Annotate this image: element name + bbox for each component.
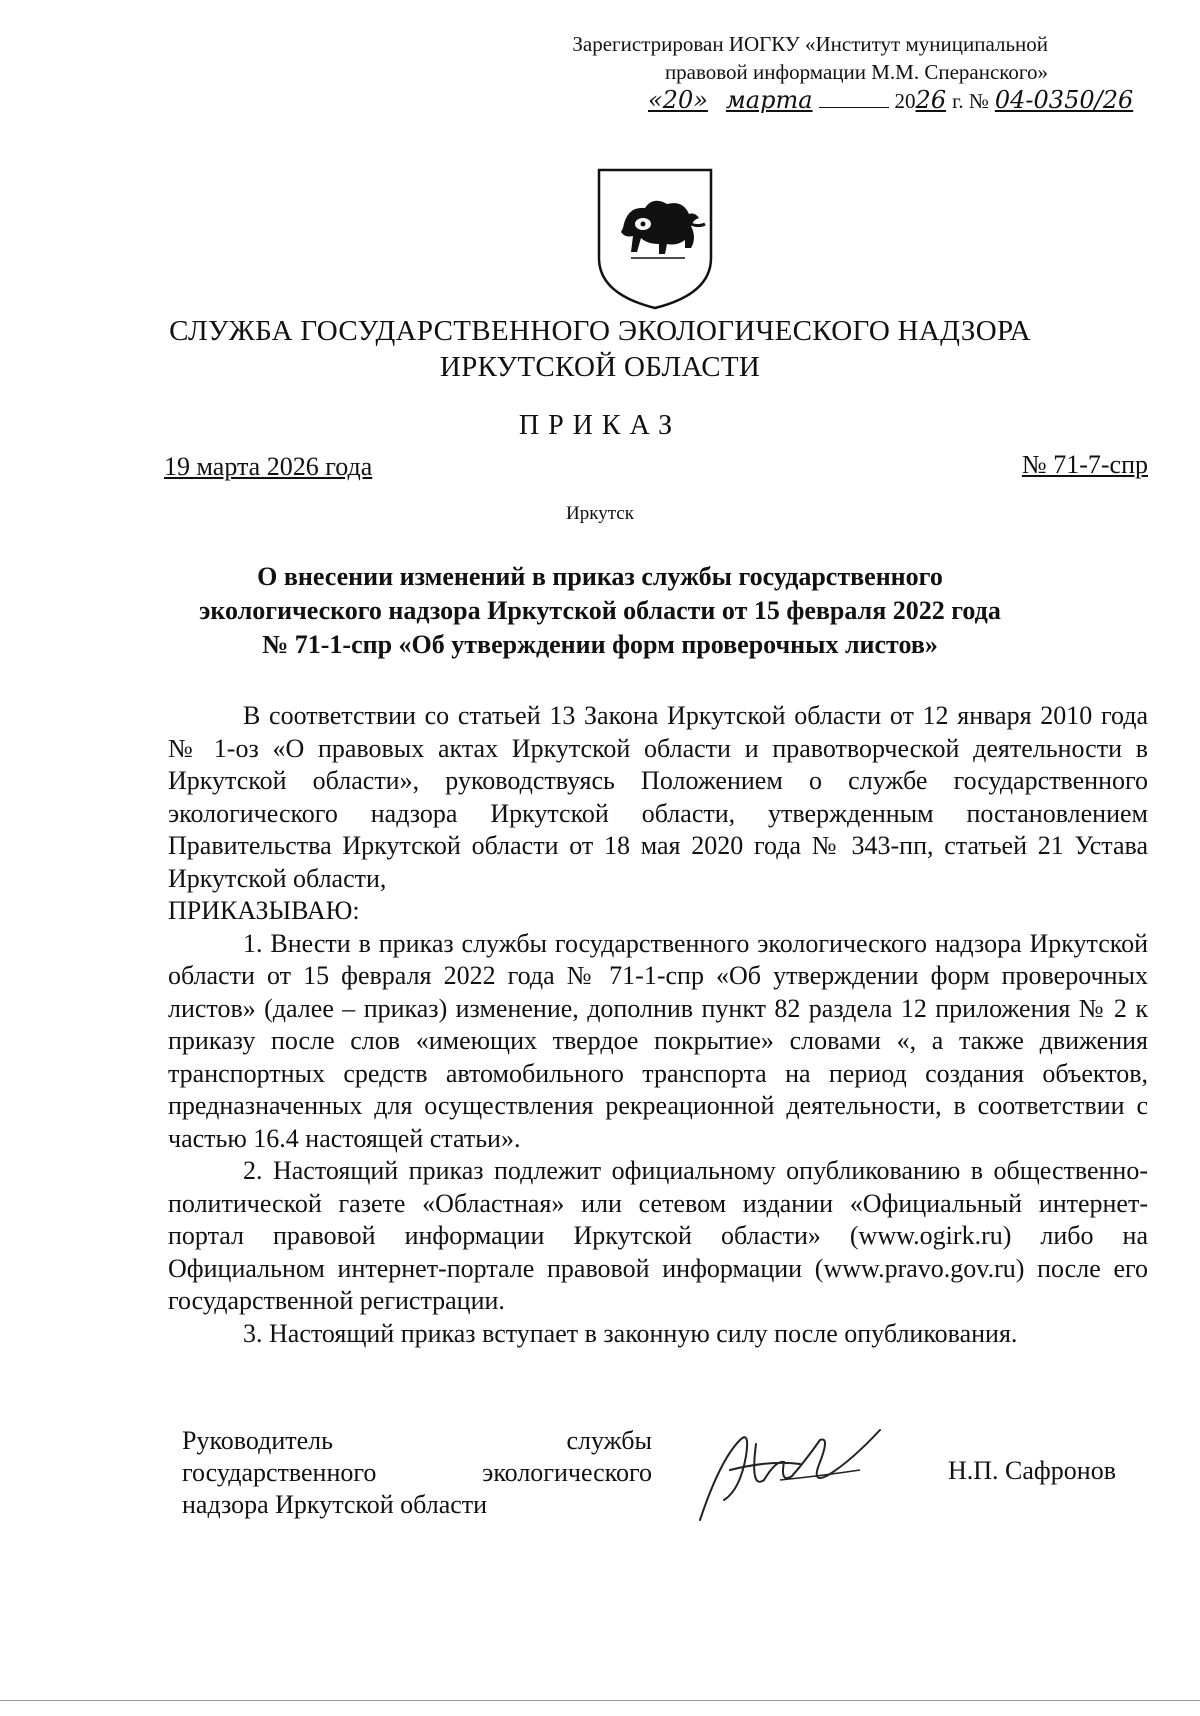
order-city: Иркутск xyxy=(566,503,634,524)
signatory-position xyxy=(182,1425,652,1521)
document-body xyxy=(168,700,1148,1350)
agency-name xyxy=(0,313,1200,385)
body-preamble: В соответствии со статьей 13 Закона Иркутской области от 12 января 2010 года № 1-оз «О правовых актах Иркутской области и правотворческой деятельности в Иркутской области», руководствуясь Положением о службе государственного экологического надзора Иркутской области, утвержденным постановлением Правительства Иркутской области от 18 мая 2020 года № 343-пп, статьей 21 Устава Иркутской области, xyxy=(168,701,1148,893)
body-item-3: 3. Настоящий приказ вступает в законную силу после опубликования. xyxy=(243,1318,1018,1348)
registration-year-tail: г. № xyxy=(952,89,989,113)
page-bottom-edge xyxy=(0,1700,1200,1701)
body-item-2: 2. Настоящий приказ подлежит официальному опубликованию в общественно-политической газете «Областная» или сетевом издании «Официальный интернет-портал правовой информации Иркутской области» (www.ogirk.ru) либо на Официальном интернет-портале правовой информации (www.pravo.gov.ru) после его государственной регистрации. xyxy=(168,1156,1148,1315)
registration-year-prefix: 20 xyxy=(894,89,916,113)
agency-name-line-1: СЛУЖБА ГОСУДАРСТВЕННОГО ЭКОЛОГИЧЕСКОГО НАДЗОРА xyxy=(169,315,1031,347)
document-title-line-3: № 71-1-спр «Об утверждении форм проверочных листов» xyxy=(262,630,938,659)
registration-day: «20» xyxy=(648,86,708,114)
document-title xyxy=(180,560,1020,662)
body-item-1: 1. Внести в приказ службы государственного экологического надзора Иркутской области от 15 февраля 2022 года № 71-1-спр «Об утверждении форм проверочных листов» (далее – приказ) изменение, дополнив пункт 82 раздела 12 приложения № 2 к приказу после слов «имеющих твердое покрытие» словами «, а также движения транспортных средств автомобильного транспорта на период создания объектов, предназначенных для осуществления рекреационной деятельности, в соответствии с частью 16.4 настоящей статьи». xyxy=(168,928,1148,1153)
registration-month: марта xyxy=(725,86,813,114)
signatory-position-line-2: государственного экологического xyxy=(182,1458,652,1487)
document-title-line-2: экологического надзора Иркутской области от 15 февраля 2022 года xyxy=(199,596,1001,625)
registration-handwritten-entry xyxy=(648,86,1168,122)
signatory-name: Н.П. Сафронов xyxy=(948,1456,1116,1485)
signatory-position-line-3: надзора Иркутской области xyxy=(182,1490,488,1519)
document-type: ПРИКАЗ xyxy=(518,410,682,441)
document-title-line-1: О внесении изменений в приказ службы государственного xyxy=(257,562,943,591)
registration-line-2: правовой информации М.М. Сперанского» xyxy=(664,60,1048,84)
signatory-position-line-1: Руководитель службы xyxy=(182,1426,652,1455)
body-order-word: ПРИКАЗЫВАЮ: xyxy=(168,896,360,925)
agency-name-line-2: ИРКУТСКОЙ ОБЛАСТИ xyxy=(439,351,761,383)
registration-line-1: Зарегистрирован ИОГКУ «Институт муниципальной xyxy=(572,32,1048,56)
handwritten-signature xyxy=(680,1400,910,1540)
registration-year-suffix: 26 xyxy=(915,86,947,114)
order-number: № 71-7-спр xyxy=(1021,450,1148,479)
registration-number: 04-0350/26 xyxy=(994,86,1134,114)
order-date: 19 марта 2026 года xyxy=(164,452,373,481)
coat-of-arms-emblem xyxy=(593,166,717,312)
